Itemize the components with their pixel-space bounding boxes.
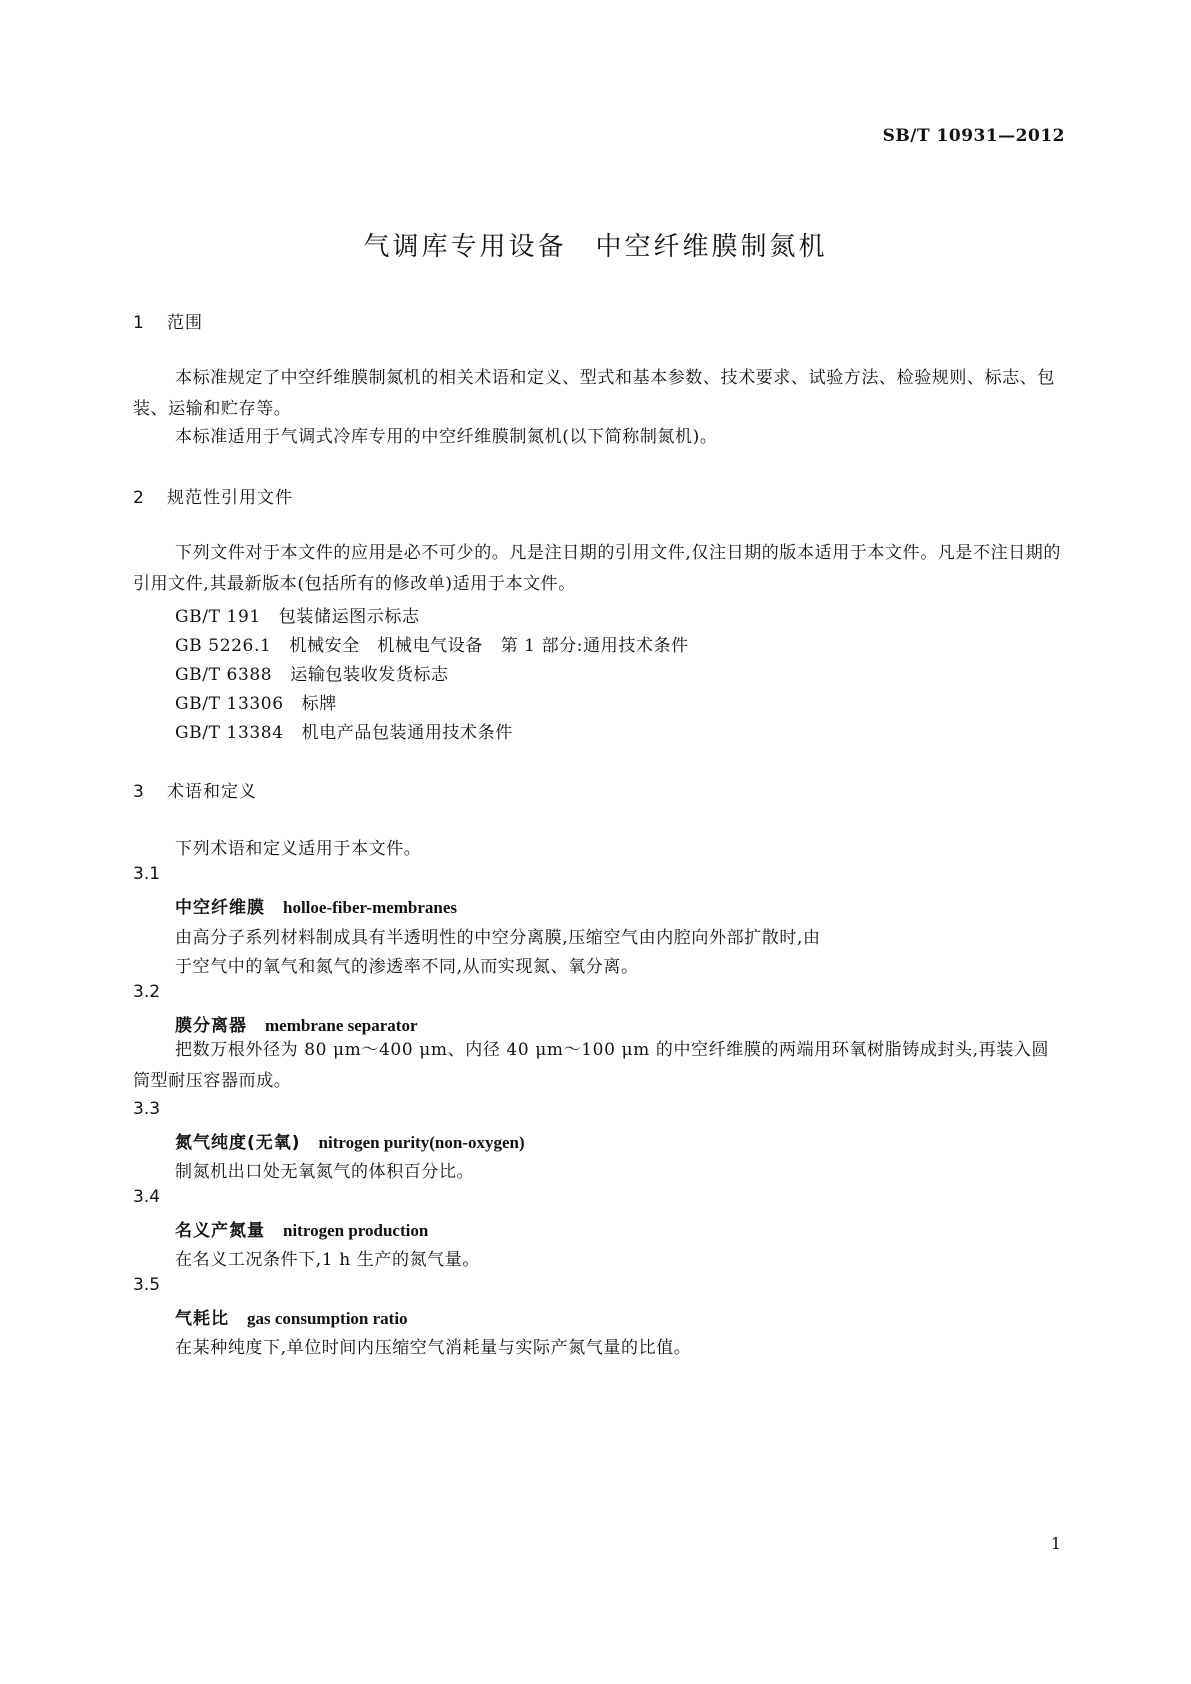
reference-title: 标牌 (301, 694, 337, 714)
reference-item (175, 602, 420, 627)
term-definition: 制氮机出口处无氧氮气的体积百分比。 (175, 1162, 475, 1182)
reference-code: GB/T 191 (175, 607, 261, 627)
reference-item (175, 660, 449, 685)
term-zh: 气耗比 (175, 1309, 229, 1329)
section-title: 规范性引用文件 (167, 488, 293, 508)
term-definition: 在某种纯度下,单位时间内压缩空气消耗量与实际产氮气量的比值。 (175, 1338, 692, 1358)
reference-item (175, 631, 689, 656)
term-number: 3.4 (133, 1187, 161, 1207)
section-number: 2 (133, 488, 145, 508)
section-title: 范围 (167, 313, 203, 333)
reference-code: GB/T 13306 (175, 694, 284, 714)
standard-number: SB/T 10931—2012 (882, 126, 1065, 146)
section-1-paragraph-2: 本标准适用于气调式冷库专用的中空纤维膜制氮机(以下简称制氮机)。 (175, 427, 718, 447)
term-number: 3.5 (133, 1275, 161, 1295)
term-number: 3.3 (133, 1099, 161, 1119)
section-2-heading (133, 483, 293, 508)
term-en: gas consumption ratio (247, 1309, 408, 1328)
term-heading (175, 1128, 525, 1153)
section-3-heading (133, 777, 257, 802)
section-3-intro: 下列术语和定义适用于本文件。 (175, 839, 422, 859)
term-definition: 于空气中的氧气和氮气的渗透率不同,从而实现氮、氧分离。 (175, 957, 639, 977)
reference-title: 运输包装收发货标志 (290, 665, 449, 685)
section-1-heading (133, 308, 203, 333)
section-number: 1 (133, 313, 145, 333)
term-definition: 在名义工况条件下,1 h 生产的氮气量。 (175, 1250, 480, 1270)
term-zh: 膜分离器 (175, 1016, 247, 1036)
section-1-paragraph-1: 本标准规定了中空纤维膜制氮机的相关术语和定义、型式和基本参数、技术要求、试验方法、检验规则、标志、包装、运输和贮存等。 (133, 368, 1055, 419)
term-definition: 把数万根外径为 80 μm～400 μm、内径 40 μm～100 μm 的中空纤维膜的两端用环氧树脂铸成封头,再装入圆筒型耐压容器而成。 (133, 1040, 1050, 1091)
document-title: 气调库专用设备 中空纤维膜制氮机 (363, 232, 828, 262)
reference-code: GB 5226.1 (175, 636, 272, 656)
term-definition: 由高分子系列材料制成具有半透明性的中空分离膜,压缩空气由内腔向外部扩散时,由 (175, 928, 821, 948)
term-zh: 中空纤维膜 (175, 898, 265, 918)
term-zh: 氮气纯度(无氧) (175, 1133, 301, 1153)
term-en: nitrogen purity(non-oxygen) (318, 1133, 525, 1152)
term-en: membrane separator (265, 1016, 418, 1035)
term-heading (175, 1011, 418, 1036)
term-en: holloe-fiber-membranes (283, 898, 458, 917)
term-number: 3.1 (133, 864, 161, 884)
term-heading (175, 1304, 408, 1329)
term-heading (175, 1216, 428, 1241)
reference-title: 机械安全 机械电气设备 第 1 部分:通用技术条件 (289, 636, 689, 656)
term-zh: 名义产氮量 (175, 1221, 265, 1241)
reference-title: 包装储运图示标志 (278, 607, 420, 627)
section-title: 术语和定义 (167, 782, 257, 802)
reference-code: GB/T 6388 (175, 665, 273, 685)
section-number: 3 (133, 782, 145, 802)
term-en: nitrogen production (283, 1221, 429, 1240)
section-2-intro: 下列文件对于本文件的应用是必不可少的。凡是注日期的引用文件,仅注日期的版本适用于本文件。凡是不注日期的引用文件,其最新版本(包括所有的修改单)适用于本文件。 (133, 543, 1062, 594)
term-number: 3.2 (133, 982, 161, 1002)
page-number: 1 (1050, 1534, 1061, 1553)
reference-item (175, 689, 337, 714)
reference-title: 机电产品包装通用技术条件 (301, 723, 513, 743)
reference-item (175, 718, 513, 743)
reference-code: GB/T 13384 (175, 723, 284, 743)
term-heading (175, 893, 457, 918)
